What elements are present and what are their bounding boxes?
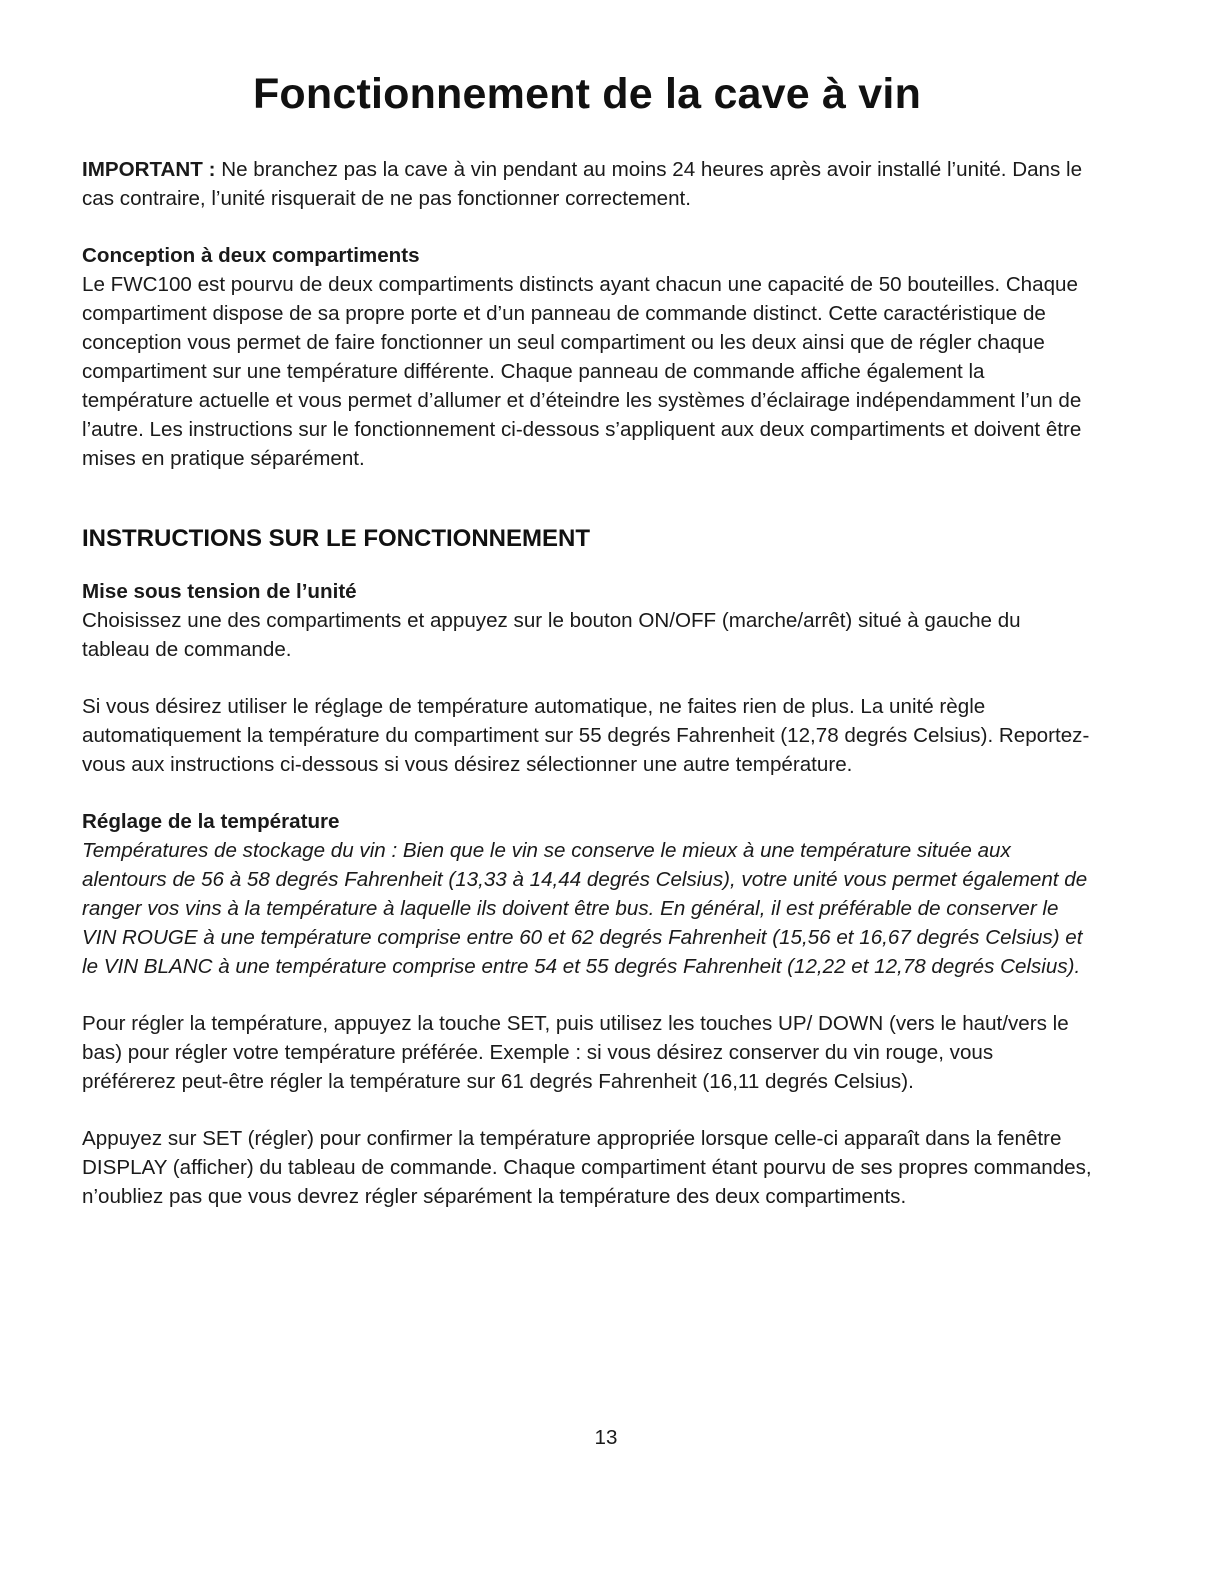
important-text: Ne branchez pas la cave à vin pendant au moins 24 heures après avoir installé l’unité. Dans le cas contraire, l’unité risquerait de ne pas fonctionner correctement. [82,158,1083,210]
temperature-text-2: Appuyez sur SET (régler) pour confirmer la température appropriée lorsque celle-ci apparaît dans la fenêtre DISPLAY (afficher) du tableau de commande. Chaque compartiment étant pourvu de ses propres commandes, n’oubliez pas que vous devrez régler séparément la température des deux compartiments. [82,1127,1092,1208]
important-paragraph [82,155,1092,213]
temperature-storage-text: Températures de stockage du vin : Bien que le vin se conserve le mieux à une température située aux alentours de 56 à 58 degrés Fahrenheit (13,33 à 14,44 degrés Celsius), votre unité vous permet également de ranger vos vins à la température à laquelle ils doivent être bus. En général, il est préférable de conserver le VIN ROUGE à une température comprise entre 60 et 62 degrés Fahrenheit (15,56 et 16,67 degrés Celsius) et le VIN BLANC à une température comprise entre 54 et 55 degrés Fahrenheit (12,22 et 12,78 degrés Celsius). [82,839,1088,978]
design-heading: Conception à deux compartiments [82,244,420,267]
power-heading: Mise sous tension de l’unité [82,580,357,603]
instructions-heading: INSTRUCTIONS SUR LE FONCTIONNEMENT [82,525,590,552]
power-text-2: Si vous désirez utiliser le réglage de température automatique, ne faites rien de plus. La unité règle automatiquement la température du compartiment sur 55 degrés Fahrenheit (12,78 degrés Celsius). Reportez-vous aux instructions ci-dessous si vous désirez sélectionner une autre température. [82,695,1090,776]
document-page [82,70,1092,1211]
power-text-1: Choisissez une des compartiments et appuyez sur le bouton ON/OFF (marche/arrêt) situé à gauche du tableau de commande. [82,609,1021,661]
page-title: Fonctionnement de la cave à vin [252,70,922,118]
temperature-heading: Réglage de la température [82,810,340,833]
important-label: IMPORTANT : [82,158,216,181]
page-number: 13 [594,1426,618,1449]
temperature-text-1: Pour régler la température, appuyez la touche SET, puis utilisez les touches UP/ DOWN (vers le haut/vers le bas) pour régler votre température préférée. Exemple : si vous désirez conserver du vin rouge, vous préférerez peut-être régler la température sur 61 degrés Fahrenheit (16,11 degrés Celsius). [82,1012,1069,1093]
design-text: Le FWC100 est pourvu de deux compartiments distincts ayant chacun une capacité de 50 bouteilles. Chaque compartiment dispose de sa propre porte et d’un panneau de commande distinct. Cette caractéristique de conception vous permet de faire fonctionner un seul compartiment ou les deux ainsi que de régler chaque compartiment sur une température différente. Chaque panneau de commande affiche également la température actuelle et vous permet d’allumer et d’éteindre les systèmes d’éclairage indépendamment l’un de l’autre. Les instructions sur le fonctionnement ci-dessous s’appliquent aux deux compartiments et doivent être mises en pratique séparément. [82,273,1082,470]
